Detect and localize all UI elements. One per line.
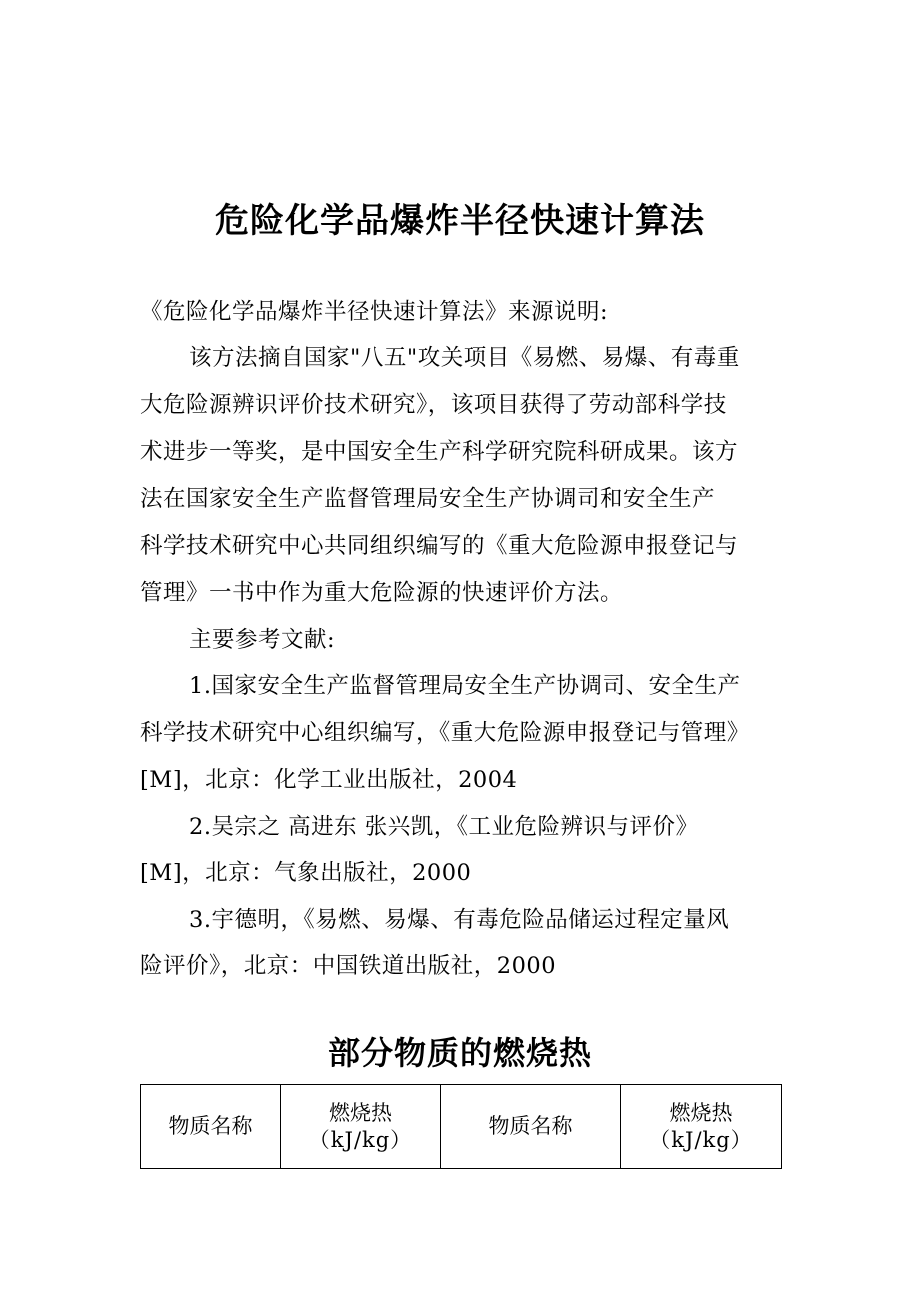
header-cell (141, 1085, 281, 1169)
header-substance-name: 物质名称 (488, 1114, 573, 1138)
references-heading: 主要参考文献: (189, 627, 336, 653)
paragraph-line: 该方法摘自国家"八五"攻关项目《易燃、易爆、有毒重 (189, 345, 740, 371)
paragraph-line: 大危险源辨识评价技术研究》，该项目获得了劳动部科学技 (140, 392, 727, 418)
paragraph-line: 法在国家安全生产监督管理局安全生产协调司和安全生产 (140, 486, 716, 512)
header-cell (621, 1085, 782, 1169)
paragraph-line: 术进步一等奖，是中国安全生产科学研究院科研成果。该方 (140, 439, 739, 465)
combustion-heat-table (140, 1084, 782, 1169)
reference-item: 险评价》，北京：中国铁道出版社，2000 (140, 953, 557, 979)
reference-item: 科学技术研究中心组织编写，《重大危险源申报登记与管理》 (140, 720, 750, 746)
paragraph-line: 管理》一书中作为重大危险源的快速评价方法。 (140, 580, 624, 606)
header-combustion-heat: 燃烧热 (669, 1100, 733, 1125)
document-title: 危险化学品爆炸半径快速计算法 (215, 201, 705, 241)
header-unit: （kJ/kg） (308, 1127, 413, 1152)
header-unit: （kJ/kg） (649, 1127, 753, 1152)
reference-item: [M]，北京：化学工业出版社，2004 (140, 767, 518, 793)
source-heading: 《危险化学品爆炸半径快速计算法》来源说明: (140, 299, 609, 325)
reference-item: 3.宇德明，《易燃、易爆、有毒危险品储运过程定量风 (189, 907, 730, 933)
header-cell (281, 1085, 441, 1169)
header-combustion-heat: 燃烧热 (329, 1100, 392, 1125)
paragraph-line: 科学技术研究中心共同组织编写的《重大危险源申报登记与 (140, 533, 739, 559)
header-substance-name: 物质名称 (168, 1114, 253, 1138)
reference-item: 1.国家安全生产监督管理局安全生产协调司、安全生产 (189, 673, 741, 699)
reference-item: 2.吴宗之 高进东 张兴凯，《工业危险辨识与评价》 (189, 814, 699, 840)
header-cell (441, 1085, 621, 1169)
reference-item: [M]，北京：气象出版社，2000 (140, 860, 472, 886)
table-title: 部分物质的燃烧热 (327, 1034, 592, 1072)
table-header-row (141, 1085, 782, 1169)
